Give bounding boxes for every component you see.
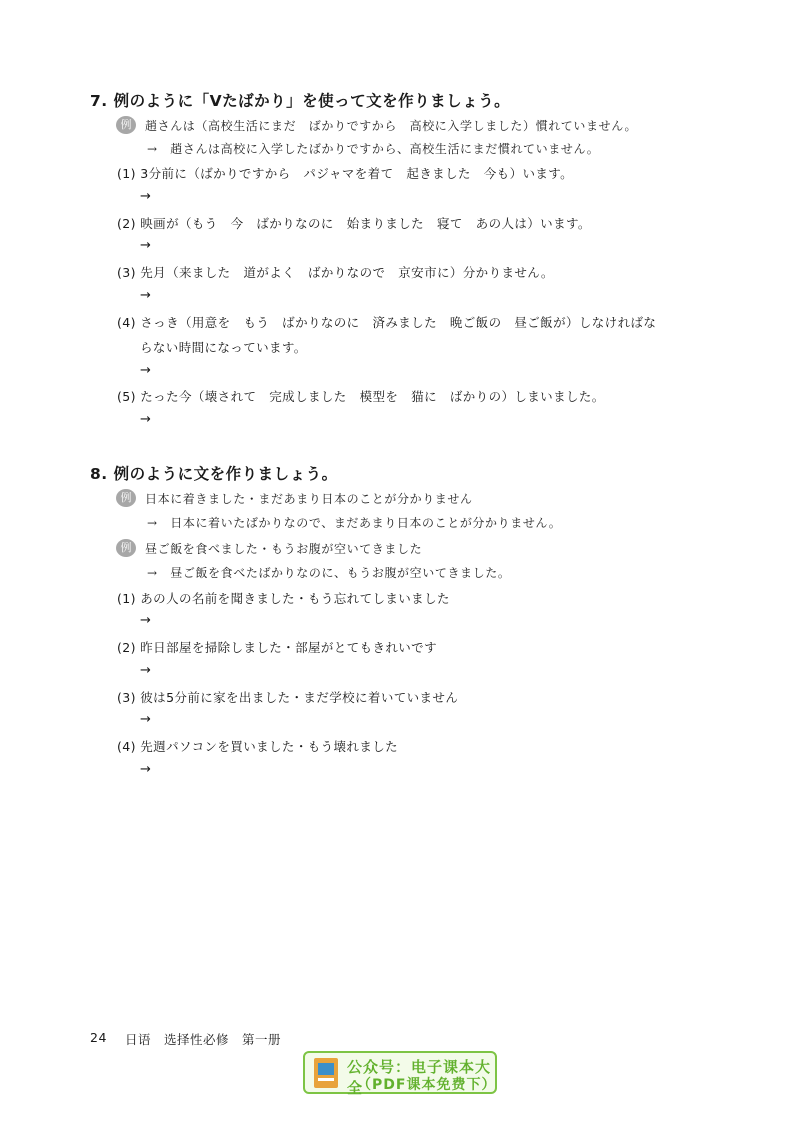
watermark-banner xyxy=(303,1051,497,1097)
question-7-4-continued: らない時間になっています。 xyxy=(140,340,307,355)
answer-arrow: → xyxy=(140,288,151,303)
question-8-2: (2) 昨日部屋を掃除しました・部屋がとてもきれいです xyxy=(117,640,437,655)
answer-arrow: → xyxy=(140,412,151,427)
answer-arrow: → xyxy=(140,762,151,777)
question-7-4: (4) さっき（用意を もう ばかりなのに 済みました 晩ご飯の 昼ご飯が）しなければな xyxy=(117,315,657,330)
answer-arrow: → xyxy=(140,613,151,628)
example-answer: → 趙さんは高校に入学したばかりですから、高校生活にまだ慣れていません。 xyxy=(147,142,600,156)
question-8-1: (1) あの人の名前を聞きました・もう忘れてしまいました xyxy=(117,591,450,606)
question-8-3: (3) 彼は5分前に家を出ました・まだ学校に着いていません xyxy=(117,690,459,705)
answer-arrow: → xyxy=(140,189,151,204)
example-badge: 例 xyxy=(116,116,136,134)
answer-arrow: → xyxy=(140,663,151,678)
question-7-5: (5) たった今（壊されて 完成しました 模型を 猫に ばかりの）しまいました。 xyxy=(117,389,605,404)
answer-arrow: → xyxy=(140,363,151,378)
example-prompt: 日本に着きました・まだあまり日本のことが分かりません xyxy=(145,492,473,506)
example-badge: 例 xyxy=(116,539,136,557)
answer-arrow: → xyxy=(140,238,151,253)
example-answer: → 日本に着いたばかりなので、まだあまり日本のことが分かりません。 xyxy=(147,516,562,530)
question-7-3: (3) 先月（来ました 道がよく ばかりなので 京安市に）分かりません。 xyxy=(117,265,554,280)
watermark-line-2: （PDF课本免费下） xyxy=(357,1077,497,1093)
question-7-2: (2) 映画が（もう 今 ばかりなのに 始まりました 寝て あの人は）います。 xyxy=(117,216,591,231)
example-prompt: 趙さんは（高校生活にまだ ばかりですから 高校に入学しました）慣れていません。 xyxy=(145,119,638,133)
section-7-heading: 7. 例のように「Vたばかり」を使って文を作りましょう。 xyxy=(90,92,511,110)
book-title: 日语 选择性必修 第一册 xyxy=(125,1032,282,1047)
book-logo-icon xyxy=(314,1058,338,1088)
section-8-heading: 8. 例のように文を作りましょう。 xyxy=(90,465,338,483)
example-answer: → 昼ご飯を食べたばかりなのに、もうお腹が空いてきました。 xyxy=(147,566,511,580)
example-prompt: 昼ご飯を食べました・もうお腹が空いてきました xyxy=(145,542,423,556)
question-7-1: (1) 3分前に（ばかりですから パジャマを着て 起きました 今も）います。 xyxy=(117,166,574,181)
question-8-4: (4) 先週パソコンを買いました・もう壊れました xyxy=(117,739,399,754)
answer-arrow: → xyxy=(140,712,151,727)
watermark-line-1: 公众号：电子课本大全 xyxy=(347,1058,492,1097)
example-badge: 例 xyxy=(116,489,136,507)
page-number: 24 xyxy=(90,1030,107,1045)
